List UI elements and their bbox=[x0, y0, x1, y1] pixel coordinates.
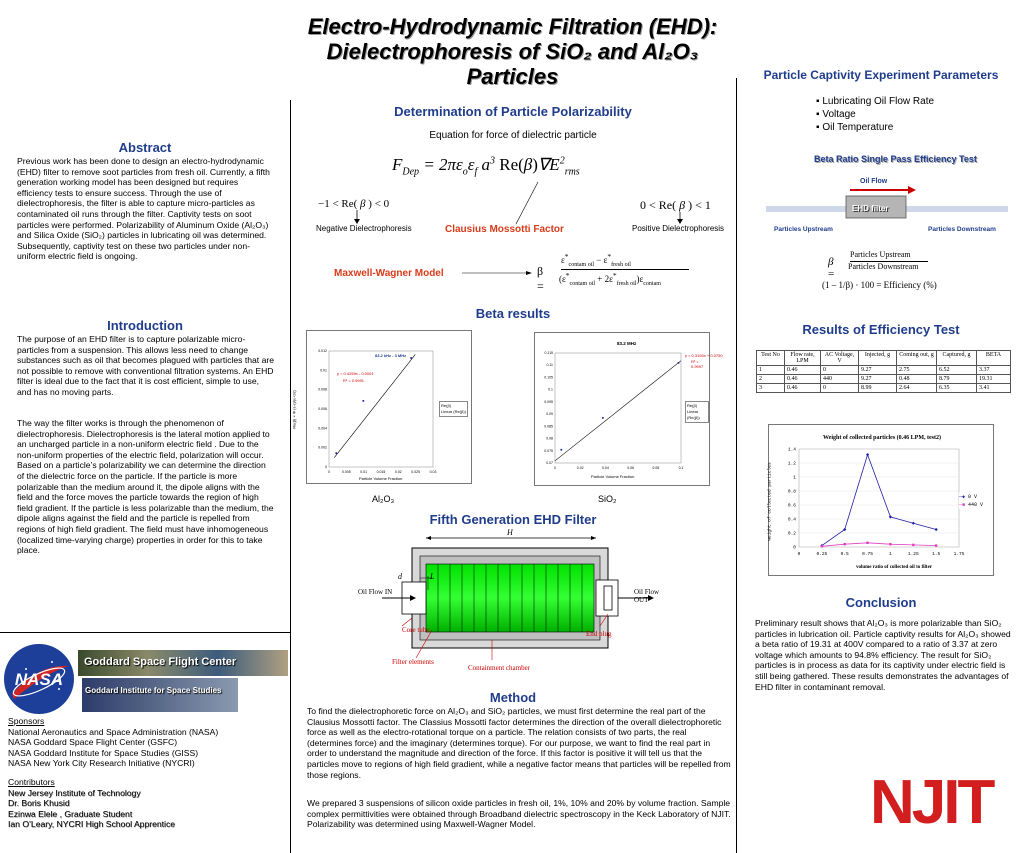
parameters-heading: Particle Captivity Experiment Parameters bbox=[763, 68, 999, 82]
contributor-item: Ezinwa Elele , Graduate Student bbox=[8, 808, 133, 819]
table-cell: 0.48 bbox=[897, 375, 937, 384]
y-tick-label: 0.2 bbox=[787, 531, 796, 537]
legend-entry: Re(β) bbox=[687, 403, 698, 408]
abstract-text: Previous work has been done to design an electro-hydrodynamic (EHD) filter to remove soot particles from fresh oil. Currently, a fifth generation working model has been designed but requires efficiency tests to ensure success. Through the use of dielectrophoresis, the filter is able to capture micro-particles as contaminated oil runs through the filter. Captivity tests on soot particles were performed. Polarizability of Aluminum Oxide (Al₂O₃) and Silica Oxide (SiO₂) particles in lubricating oil was determined. Subsequently, captivity test on these two particles under non-uniform electric field is ongoing. bbox=[17, 156, 270, 262]
particles-upstream-label: Particles Upstream bbox=[774, 226, 833, 233]
data-point bbox=[335, 452, 337, 454]
table-cell: 19.31 bbox=[977, 375, 1011, 384]
x-tick-label: 0 bbox=[554, 466, 556, 470]
oil-in-label: Oil Flow IN bbox=[358, 588, 393, 596]
filter-heading: Fifth Generation EHD Filter bbox=[429, 512, 597, 527]
x-tick-label: 0.015 bbox=[376, 470, 386, 474]
ehd-filter-label: EHD filter bbox=[852, 204, 889, 213]
y-tick-label: 0.085 bbox=[544, 424, 553, 429]
plot-area bbox=[799, 449, 959, 547]
method-p2: We prepared 3 suspensions of silicon oxide particles in fresh oil, 1%, 10% and 20% by volume fraction. Sample complex permittivities were obtained through Broadband dielectric spectroscopy in the Keck Laboratory of NJIT. Polarizability was determined using Maxwell-Wagner Model. bbox=[307, 798, 731, 830]
y-tick-label: 0.07 bbox=[546, 461, 553, 465]
table-cell: 0 bbox=[821, 384, 859, 393]
x-tick-label: 1.25 bbox=[907, 552, 919, 557]
y-tick-label: 0.008 bbox=[318, 387, 327, 392]
sponsors-block bbox=[8, 716, 288, 830]
data-point bbox=[935, 544, 937, 546]
parameter-item: ▪ Oil Temperature bbox=[816, 122, 894, 133]
table-header: Flow rate, LPM bbox=[785, 351, 821, 366]
al2o3-beta-chart bbox=[291, 330, 472, 484]
sio2-beta-chart bbox=[534, 332, 723, 486]
data-point bbox=[677, 362, 679, 364]
legend-label: 0 V bbox=[968, 494, 978, 500]
x-tick-label: 1.5 bbox=[932, 552, 941, 557]
data-point bbox=[889, 543, 891, 545]
parameter-text: Oil Temperature bbox=[822, 122, 894, 133]
ehd-filter-svg bbox=[372, 530, 662, 676]
x-tick-label: 0.1 bbox=[678, 466, 684, 470]
y-tick-label: 0.6 bbox=[787, 503, 796, 509]
method-p1: To find the dielectrophoretic force on Al₂O₃ and SiO₂ particles, we must first determine the real part of the Clausius Mossotti factor. The Classius Mossotti factor determines the direction of the overall dielectrophoretic force as well as the electro-rotational torque on a particle. The relation consists of two parts, the real (determines force) and the imaginary (determines torque). For our purpose, we want to find the real part in order to understand the magnitude and direction of the force. If this factor is positive it will tell us that the particles move to regions of high field gradient, while a negative factor means that particles will be repelled from those regions. bbox=[307, 706, 731, 780]
table-header: Injected, g bbox=[859, 351, 897, 366]
oil-flow-label: Oil Flow bbox=[860, 178, 888, 185]
weight-chart-legend bbox=[959, 493, 983, 509]
giss-banner: Goddard Institute for Space Studies bbox=[82, 678, 238, 712]
x-tick-label: 0.04 bbox=[601, 466, 609, 470]
table-cell: 2 bbox=[757, 375, 785, 384]
x-tick-label: 0.005 bbox=[341, 470, 351, 474]
plot-area bbox=[555, 353, 681, 463]
table-cell: 1 bbox=[757, 366, 785, 375]
x-tick-label: 0.02 bbox=[394, 470, 402, 474]
x-tick-label: 1.75 bbox=[953, 552, 965, 557]
legend-entry: Linear (Re(β)) bbox=[441, 409, 466, 414]
introduction-p2: The way the filter works is through the phenomenon of dielectrophoresis. Dielectrophoresis is the lateral motion applied to an uncharged particle in a non-uniform electric field . Due to the non-uniform properties of the electric field, polarization will occur. Based on a particle’s polarizability we can determine the direction of the dielectric force on the particle. If the particle is more polarizable than the medium around it, the dipole aligns with the field and the force moves the particle towards the region of high field gradient. If the particle is less polarizable than the medium, the dipole aligns against the field and the particle is repelled from regions of high field gradient. The field must have inhomogeneous (localized time-varying charge) properties in order for this to take place. bbox=[17, 418, 274, 556]
sponsor-item: NASA Goddard Space Flight Center (GSFC) bbox=[8, 737, 178, 748]
x-tick-label: 0 bbox=[797, 552, 801, 557]
title-line-1: Electro-Hydrodynamic Filtration (EHD): bbox=[307, 14, 718, 39]
contributor-item: Dr. Boris Khusid bbox=[8, 798, 70, 809]
nasa-logo bbox=[4, 644, 74, 714]
table-header-row bbox=[757, 351, 1011, 366]
sponsor-item: NASA Goddard Institute for Space Studies (GISS) bbox=[8, 747, 199, 758]
x-tick-label: 0.03 bbox=[429, 470, 437, 474]
efficiency-formula: (1 – 1/β) · 100 = Efficiency (%) bbox=[822, 280, 937, 290]
method-heading: Method bbox=[489, 690, 537, 705]
y-tick-label: 0 bbox=[793, 545, 796, 551]
data-point bbox=[602, 417, 604, 419]
weight-chart-xlabel: volume ratio of collected oil to filter bbox=[855, 565, 933, 570]
table-cell: 9.27 bbox=[859, 375, 897, 384]
x-tick-label: 0.02 bbox=[576, 466, 584, 470]
x-tick-label: 0.025 bbox=[411, 470, 421, 474]
legend-entry: —■ 440 V bbox=[959, 502, 984, 508]
table-row bbox=[757, 375, 1011, 384]
njit-logo: NJIT bbox=[870, 768, 993, 837]
sio2-legend bbox=[685, 401, 709, 423]
y-tick-label: 0.075 bbox=[544, 448, 553, 453]
equation-caption: Equation for force of dielectric particle bbox=[429, 130, 597, 141]
table-cell: 3.37 bbox=[977, 366, 1011, 375]
negative-dep-label: Negative Dielectrophoresis bbox=[316, 224, 412, 233]
beta-results-heading: Beta results bbox=[475, 306, 551, 321]
al2o3-ylabel: Re(β) × Φ (ε-ε)/(ε+2ε) bbox=[291, 390, 297, 429]
nasa-logo-text: NASA bbox=[14, 670, 64, 689]
y-tick-label: 0.012 bbox=[318, 349, 327, 353]
beta-ratio-diagram: Beta Ratio Single Pass Efficiency Test Oil Flow EHD filter Particles Upstream Particles Downstream β = Particles Upstream Particles Downstream (1 – 1/β) · 100 = Efficiency (%) bbox=[762, 152, 1012, 302]
x-tick-label: 0.25 bbox=[816, 552, 828, 557]
plot-area bbox=[329, 351, 433, 467]
al2o3-xlabel: Particle Volume Fraction bbox=[359, 476, 403, 481]
y-tick-label: 0.115 bbox=[544, 351, 553, 355]
contributor-item: New Jersey Institute of Technology bbox=[8, 787, 141, 798]
table-header: AC Voltage, V bbox=[821, 351, 859, 366]
table-cell: 0.46 bbox=[785, 375, 821, 384]
x-tick-label: 0.5 bbox=[840, 552, 849, 557]
particles-downstream-label: Particles Downstream bbox=[928, 226, 996, 233]
abstract-heading: Abstract bbox=[118, 140, 172, 155]
table-row bbox=[757, 366, 1011, 375]
introduction-heading: Introduction bbox=[107, 318, 183, 333]
al2o3-fit-r2: R² = 0.9991 bbox=[343, 378, 365, 383]
table-cell: 0 bbox=[821, 366, 859, 375]
parameter-text: Lubricating Oil Flow Rate bbox=[822, 96, 935, 107]
dim-h-label: H bbox=[507, 528, 513, 537]
sio2-chart-title: 83.2 MHz bbox=[617, 341, 637, 346]
contributor-item: Ian O’Leary, NYCRI High School Apprentice bbox=[8, 819, 176, 830]
sponsor-item: National Aeronautics and Space Administration (NASA) bbox=[8, 726, 219, 737]
table-header: Captured, g bbox=[937, 351, 977, 366]
polarizability-heading: Determination of Particle Polarizability bbox=[394, 104, 632, 119]
table-cell: 6.35 bbox=[937, 384, 977, 393]
weight-chart-title: Weight of collected particles (0.46 LPM, test2) bbox=[823, 435, 941, 441]
contributors-heading: Contributors bbox=[8, 776, 55, 787]
legend-entry: Re(β) bbox=[441, 403, 452, 408]
core-tube-label: Core tube bbox=[402, 626, 430, 634]
al2o3-legend bbox=[439, 401, 468, 417]
parameter-item: ▪ Voltage bbox=[816, 109, 856, 120]
x-tick-label: 1 bbox=[889, 552, 892, 557]
al2o3-chart-title: 83.2 kHz - 3 MHz bbox=[375, 353, 407, 358]
gsfc-banner: Goddard Space Flight Center bbox=[78, 650, 288, 676]
efficiency-table bbox=[756, 350, 1011, 393]
table-cell: 0.46 bbox=[785, 366, 821, 375]
sio2-fit-r2: R² = 0.9997 bbox=[691, 359, 704, 369]
table-cell: 8.79 bbox=[937, 375, 977, 384]
poster-title bbox=[250, 14, 775, 89]
divider-sponsor bbox=[0, 632, 290, 633]
data-point bbox=[560, 449, 562, 451]
efficiency-table-wrap bbox=[756, 350, 1011, 393]
table-header: Test No bbox=[757, 351, 785, 366]
y-tick-label: 0.002 bbox=[318, 445, 327, 450]
introduction-p1: The purpose of an EHD filter is to capture polarizable micro-particles from a suspension. This allows less need to change substances such as oil that becomes plagued with particles that are not possible to remove with conventional filtration systems. An EHD filter is ideal due to the fact that it is cost efficient, simple to use, and has no moving parts. bbox=[17, 334, 275, 397]
conclusion-text: Preliminary result shows that Al₂O₃ is more polarizable than SiO₂ particles in lubrication oil. Particle captivity results for Al₂O₃ showed a beta ratio of 19.31 at 400V compared to a ratio of 3.37 at zero voltage which amounts to 94.8% efficiency. The result for SiO₂ particles is in process as data for its captivity under electric field is still being gathered. These results demonstrates the advantages of EHD filter in contaminant removal. bbox=[755, 618, 1011, 692]
legend-label: 440 V bbox=[968, 502, 984, 508]
sio2-fit-eq: y = 0.3150x + 0.0750 bbox=[685, 353, 723, 358]
containment-label: Containment chamber bbox=[468, 664, 531, 672]
sponsor-item: NASA New York City Research Initiative (NYCRI) bbox=[8, 758, 195, 769]
table-header: BETA bbox=[977, 351, 1011, 366]
y-tick-label: 0.095 bbox=[544, 399, 553, 404]
table-cell: 2.75 bbox=[897, 366, 937, 375]
dep-force-equation: $F_{Dep} = 2\pi\varepsilon_o\varepsilon_f$ $a^3$ $Re(\beta)\nabla E^2_{rms}$ bbox=[392, 155, 580, 178]
y-tick-label: 0.004 bbox=[318, 426, 327, 431]
table-cell: 3.41 bbox=[977, 384, 1011, 393]
x-tick-label: 0.08 bbox=[652, 466, 660, 470]
conclusion-heading: Conclusion bbox=[845, 595, 917, 610]
y-tick-label: 0.4 bbox=[787, 517, 796, 523]
weight-chart bbox=[768, 424, 994, 576]
y-tick-label: 0.006 bbox=[318, 407, 327, 411]
divider-right bbox=[736, 78, 737, 853]
table-cell: 2.64 bbox=[897, 384, 937, 393]
negative-condition: −1 < Re( β ) < 0 bbox=[318, 198, 390, 210]
y-tick-label: 0.105 bbox=[544, 375, 553, 380]
dim-d-label: d bbox=[398, 572, 402, 581]
data-point bbox=[410, 357, 412, 359]
beta-ratio-title: Beta Ratio Single Pass Efficiency Test bbox=[814, 154, 977, 164]
oil-out-label: Oil Flow OUT bbox=[634, 588, 660, 604]
title-line-2: Dielectrophoresis of SiO₂ and Al₂O₃ bbox=[326, 39, 699, 64]
positive-dep-label: Positive Dielectrophoresis bbox=[632, 224, 725, 233]
y-tick-label: 0.08 bbox=[546, 436, 553, 441]
table-cell: 3 bbox=[757, 384, 785, 393]
beta-numerator: Particles Upstream bbox=[850, 250, 911, 259]
y-tick-label: 0.11 bbox=[546, 363, 553, 368]
positive-condition: 0 < Re( β ) < 1 bbox=[640, 198, 711, 212]
y-tick-label: 0.8 bbox=[787, 489, 796, 495]
sponsors-heading: Sponsors bbox=[8, 716, 45, 726]
table-cell: 0.46 bbox=[785, 384, 821, 393]
ehd-filter-diagram bbox=[358, 528, 662, 676]
efficiency-heading: Results of Efficiency Test bbox=[802, 322, 960, 337]
y-tick-label: 1.2 bbox=[787, 461, 796, 467]
y-tick-label: 0.1 bbox=[548, 387, 553, 392]
parameters-list bbox=[816, 95, 934, 134]
weight-chart-ylabel: weight of collected particles bbox=[767, 462, 773, 541]
maxwell-wagner-label: Maxwell-Wagner Model bbox=[334, 268, 444, 279]
data-point bbox=[912, 544, 914, 546]
y-tick-label: 0 bbox=[325, 465, 327, 469]
table-cell: 440 bbox=[821, 375, 859, 384]
x-tick-label: 0.01 bbox=[360, 470, 368, 474]
data-point bbox=[821, 545, 823, 547]
beta-denominator: Particles Downstream bbox=[848, 262, 919, 271]
x-tick-label: 0.06 bbox=[627, 466, 635, 470]
data-point bbox=[844, 543, 846, 545]
parameter-text: Voltage bbox=[822, 109, 856, 120]
sio2-label: SiO₂ bbox=[598, 494, 617, 504]
sio2-xlabel: Particle Volume Fraction bbox=[591, 474, 635, 479]
data-point bbox=[866, 542, 868, 544]
dim-l-label: L bbox=[430, 572, 435, 581]
al2o3-label: Al₂O₃ bbox=[372, 494, 395, 504]
al2o3-fit-eq: y = 0.4259x - 0.0001 bbox=[337, 371, 374, 376]
legend-entry: —◆ 0 V bbox=[959, 494, 978, 500]
table-row bbox=[757, 384, 1011, 393]
x-tick-label: 0 bbox=[328, 470, 330, 474]
y-tick-label: 0.01 bbox=[320, 368, 327, 373]
data-point bbox=[362, 400, 364, 402]
table-cell: 9.27 bbox=[859, 366, 897, 375]
x-tick-label: 0.75 bbox=[862, 552, 873, 557]
y-tick-label: 1 bbox=[793, 475, 796, 481]
parameter-item: ▪ Lubricating Oil Flow Rate bbox=[816, 96, 935, 107]
clausius-mossotti-label: Clausius Mossotti Factor bbox=[445, 224, 564, 235]
table-header: Coming out, g bbox=[897, 351, 937, 366]
y-tick-label: 1.4 bbox=[787, 447, 796, 453]
legend-entry: Linear (Re(β)) bbox=[687, 409, 700, 420]
y-tick-label: 0.09 bbox=[546, 412, 553, 417]
table-cell: 8.99 bbox=[859, 384, 897, 393]
table-cell: 6.52 bbox=[937, 366, 977, 375]
filter-elements-label: Filter elements bbox=[392, 658, 434, 666]
title-line-3: Particles bbox=[466, 64, 559, 89]
end-plug-label: End plug bbox=[586, 630, 612, 638]
